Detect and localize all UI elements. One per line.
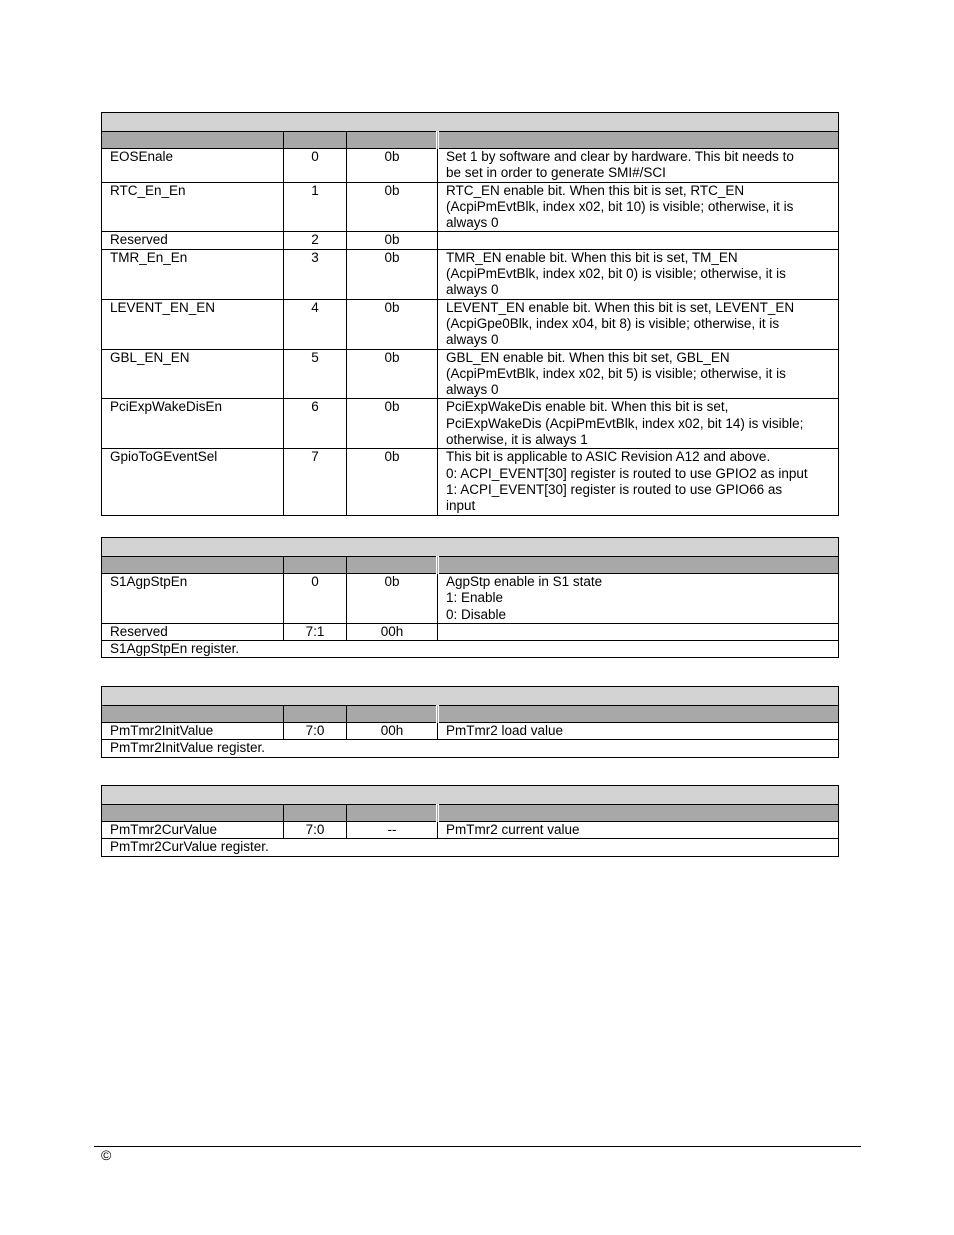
table-row bbox=[102, 232, 839, 249]
bits-cell: 6 bbox=[284, 399, 347, 449]
description-line: 1: ACPI_EVENT[30] register is routed to use GPIO66 as bbox=[446, 481, 783, 497]
field-name-cell: GpioToGEventSel bbox=[102, 449, 284, 515]
register-note: S1AgpStpEn register. bbox=[102, 641, 839, 658]
field-name-cell: Reserved bbox=[102, 232, 284, 249]
description-cell bbox=[438, 574, 839, 624]
default-cell: 0b bbox=[347, 149, 438, 183]
default-cell: 0b bbox=[347, 299, 438, 349]
description-cell bbox=[438, 723, 839, 740]
table-row bbox=[102, 299, 839, 349]
description-line bbox=[446, 232, 830, 248]
description-line: always 0 bbox=[446, 282, 499, 298]
description-cell bbox=[438, 232, 839, 249]
description-line: PciExpWakeDis (AcpiPmEvtBlk, index x02, bit 14) is visible; bbox=[446, 415, 804, 431]
default-cell: 00h bbox=[347, 723, 438, 740]
description-line: RTC_EN enable bit. When this bit is set, RTC_EN bbox=[446, 182, 745, 198]
default-cell: 00h bbox=[347, 623, 438, 640]
register-table-4 bbox=[101, 785, 839, 857]
field-name-cell: LEVENT_EN_EN bbox=[102, 299, 284, 349]
bits-cell: 3 bbox=[284, 249, 347, 299]
register-table-1 bbox=[101, 112, 839, 516]
table-note-row bbox=[102, 740, 839, 757]
description-line: otherwise, it is always 1 bbox=[446, 432, 588, 448]
table-title-bar bbox=[102, 687, 839, 706]
field-name-cell: GBL_EN_EN bbox=[102, 349, 284, 399]
description-line: 1: Enable bbox=[446, 590, 504, 606]
table-row bbox=[102, 399, 839, 449]
description-line: input bbox=[446, 498, 476, 514]
description-line: be set in order to generate SMI#/SCI bbox=[446, 165, 666, 181]
description-line: PmTmr2 load value bbox=[446, 723, 564, 738]
table-row bbox=[102, 449, 839, 515]
description-line: (AcpiPmEvtBlk, index x02, bit 0) is visible; otherwise, it is bbox=[446, 266, 786, 282]
bits-cell: 4 bbox=[284, 299, 347, 349]
description-line: This bit is applicable to ASIC Revision A12 and above. bbox=[446, 449, 771, 465]
default-cell: 0b bbox=[347, 449, 438, 515]
bits-cell: 0 bbox=[284, 574, 347, 624]
description-line: GBL_EN enable bit. When this bit set, GBL_EN bbox=[446, 349, 730, 365]
copyright-symbol: © bbox=[101, 1147, 112, 1163]
table-row bbox=[102, 249, 839, 299]
table-header-row bbox=[102, 557, 839, 574]
description-cell bbox=[438, 349, 839, 399]
default-cell: 0b bbox=[347, 574, 438, 624]
description-line: (AcpiGpe0Blk, index x04, bit 8) is visible; otherwise, it is bbox=[446, 315, 780, 331]
table-row bbox=[102, 822, 839, 839]
default-cell: 0b bbox=[347, 182, 438, 232]
table-row bbox=[102, 349, 839, 399]
field-name-cell: S1AgpStpEn bbox=[102, 574, 284, 624]
description-line bbox=[446, 624, 830, 640]
description-cell bbox=[438, 399, 839, 449]
register-table-3 bbox=[101, 686, 839, 758]
register-note: PmTmr2InitValue register. bbox=[102, 740, 839, 757]
default-cell: 0b bbox=[347, 349, 438, 399]
table-row bbox=[102, 723, 839, 740]
field-name-cell: RTC_En_En bbox=[102, 182, 284, 232]
description-cell bbox=[438, 299, 839, 349]
description-cell bbox=[438, 822, 839, 839]
default-cell: 0b bbox=[347, 232, 438, 249]
table-row bbox=[102, 574, 839, 624]
description-cell bbox=[438, 182, 839, 232]
table-header-row bbox=[102, 132, 839, 149]
description-line: always 0 bbox=[446, 332, 499, 348]
description-line: always 0 bbox=[446, 382, 499, 398]
register-note: PmTmr2CurValue register. bbox=[102, 839, 839, 856]
bits-cell: 2 bbox=[284, 232, 347, 249]
table-header-row bbox=[102, 805, 839, 822]
default-cell: 0b bbox=[347, 399, 438, 449]
field-name-cell: PmTmr2CurValue bbox=[102, 822, 284, 839]
field-name-cell: TMR_En_En bbox=[102, 249, 284, 299]
table-header-row bbox=[102, 706, 839, 723]
description-line: AgpStp enable in S1 state bbox=[446, 574, 603, 589]
default-cell: 0b bbox=[347, 249, 438, 299]
bits-cell: 0 bbox=[284, 149, 347, 183]
description-line: (AcpiPmEvtBlk, index x02, bit 10) is visible; otherwise, it is bbox=[446, 198, 794, 214]
description-line: LEVENT_EN enable bit. When this bit is set, LEVENT_EN bbox=[446, 299, 795, 315]
table-row bbox=[102, 182, 839, 232]
table-title-bar bbox=[102, 786, 839, 805]
field-name-cell: EOSEnale bbox=[102, 149, 284, 183]
description-cell bbox=[438, 623, 839, 640]
table-row bbox=[102, 149, 839, 183]
table-title-bar bbox=[102, 113, 839, 132]
default-cell: -- bbox=[347, 822, 438, 839]
bits-cell: 1 bbox=[284, 182, 347, 232]
description-line: 0: ACPI_EVENT[30] register is routed to use GPIO2 as input bbox=[446, 465, 808, 481]
description-cell bbox=[438, 449, 839, 515]
bits-cell: 5 bbox=[284, 349, 347, 399]
table-title-bar bbox=[102, 538, 839, 557]
description-cell bbox=[438, 249, 839, 299]
description-line: always 0 bbox=[446, 215, 499, 231]
description-line: TMR_EN enable bit. When this bit is set, TM_EN bbox=[446, 249, 738, 265]
bits-cell: 7:0 bbox=[284, 822, 347, 839]
description-line: Set 1 by software and clear by hardware. This bit needs to bbox=[446, 149, 794, 164]
field-name-cell: PciExpWakeDisEn bbox=[102, 399, 284, 449]
field-name-cell: Reserved bbox=[102, 623, 284, 640]
field-name-cell: PmTmr2InitValue bbox=[102, 723, 284, 740]
table-note-row bbox=[102, 839, 839, 856]
table-row bbox=[102, 623, 839, 640]
table-note-row bbox=[102, 641, 839, 658]
description-cell bbox=[438, 149, 839, 183]
description-line: PmTmr2 current value bbox=[446, 822, 580, 837]
bits-cell: 7:1 bbox=[284, 623, 347, 640]
footer-divider bbox=[94, 1146, 861, 1147]
description-line: PciExpWakeDis enable bit. When this bit is set, bbox=[446, 399, 729, 415]
description-line: 0: Disable bbox=[446, 606, 507, 622]
bits-cell: 7 bbox=[284, 449, 347, 515]
bits-cell: 7:0 bbox=[284, 723, 347, 740]
register-table-2 bbox=[101, 537, 839, 658]
description-line: (AcpiPmEvtBlk, index x02, bit 5) is visible; otherwise, it is bbox=[446, 365, 786, 381]
